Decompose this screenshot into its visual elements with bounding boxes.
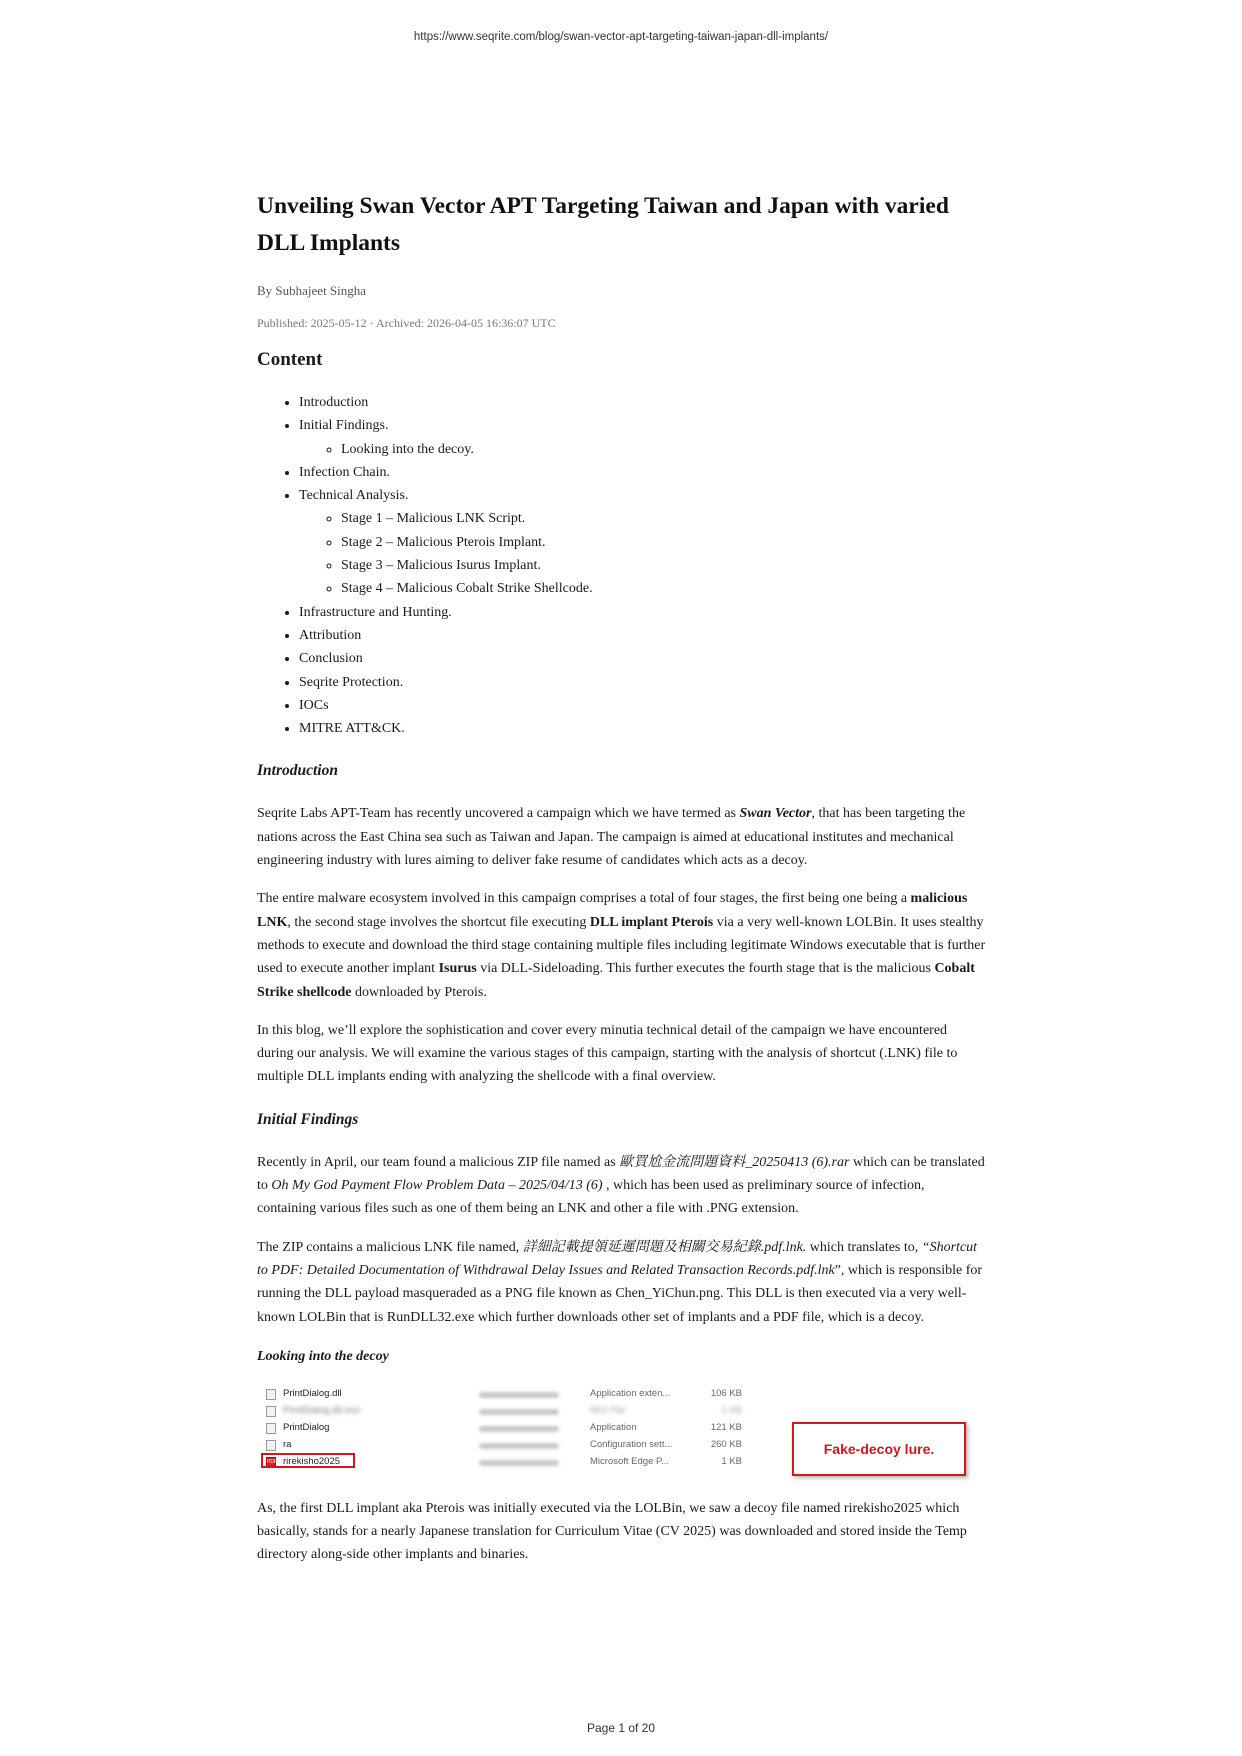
toc-item-conclusion[interactable]: • Conclusion [299, 647, 987, 670]
article-title: Unveiling Swan Vector APT Targeting Taiwan and Japan with varied DLL Implants [257, 193, 949, 256]
toc-item-looking-decoy[interactable]: ◦ Looking into the decoy. [341, 438, 987, 461]
config-file-icon [266, 1440, 276, 1451]
lnk-translation: “Shortcut to PDF: Detailed Documentation of Withdrawal Delay Issues and Related Transaction Records.pdf.lnk [257, 1239, 978, 1278]
blurred-date [479, 1443, 559, 1449]
intro-paragraph-3: In this blog, we’ll explore the sophistication and cover every minutia technical detail of the campaign we have encountered during our analysis. We will examine the various stages of this campaign, starting with the analysis of shortcut (.LNK) file to multiple DLL implants ending with analyzing the shellcode with a final overview. [257, 1022, 958, 1085]
text: Seqrite Labs APT-Team has recently uncovered a campaign which we have termed as [257, 806, 740, 822]
toc-label[interactable]: Technical Analysis. [299, 488, 409, 504]
emphasis-pterois: DLL implant Pterois [589, 914, 714, 930]
text: ”, which is responsible for running the DLL payload masqueraded as a PNG file known as Chen_YiChun.png. This DLL is then executed via a very well-known LOLBin that is RunDLL32.exe which further downloads other set of implants and a PDF file, which is a decoy. [257, 1262, 983, 1325]
file-size: 260 KB [710, 1438, 742, 1450]
text: downloaded by Pterois. [351, 984, 487, 1000]
toc-item-stage-4[interactable]: ◦ Stage 4 – Malicious Cobalt Strike Shellcode. [341, 577, 987, 600]
table-of-contents [257, 391, 987, 740]
toc-item-protection[interactable]: • Seqrite Protection. [299, 671, 987, 694]
toc-item-mitre[interactable]: • MITRE ATT&CK. [299, 717, 987, 740]
emphasis-cobalt-strike: Cobalt Strike shellcode [257, 961, 975, 1000]
blurred-date [479, 1392, 559, 1398]
text: via DLL-Sideloading. This further executes the fourth stage that is the malicious [476, 961, 935, 977]
text: , which has been used as preliminary source of infection, containing various files such as one of them being an LNK and other a file with .PNG extension. [257, 1178, 925, 1217]
findings-paragraph-2 [257, 1236, 987, 1329]
emphasis-swan-vector: Swan Vector [739, 806, 812, 822]
file-name: PrintDialog [283, 1421, 330, 1433]
emphasis-malicious-lnk: malicious LNK [257, 891, 968, 930]
subsection-heading-decoy: Looking into the decoy [257, 1348, 389, 1364]
file-size: 1 KB [721, 1404, 742, 1416]
toc-item-initial-findings[interactable] [299, 414, 987, 461]
blurred-date [479, 1409, 559, 1415]
text: The entire malware ecosystem involved in this campaign comprises a total of four stages, the first being one being a [257, 891, 911, 907]
file-name: ra [283, 1438, 292, 1450]
emphasis-isurus: Isurus [438, 961, 477, 977]
zip-filename: 歐買尬金流問題資料_20250413 (6).rar [619, 1154, 850, 1170]
file-size: 1 KB [721, 1455, 742, 1467]
toc-item-stage-1[interactable]: ◦ Stage 1 – Malicious LNK Script. [341, 507, 987, 530]
file-type: Configuration sett... [590, 1438, 673, 1450]
file-name: PrintDialog.dll.mui [283, 1404, 360, 1416]
lnk-filename: 詳細記載提領延遲問題及相關交易紀錄.pdf.lnk. [522, 1239, 807, 1255]
article-meta: Published: 2025-05-12 · Archived: 2026-04-05 16:36:07 UTC [257, 316, 556, 330]
application-icon [266, 1423, 276, 1434]
toc-label[interactable]: Initial Findings. [299, 418, 389, 434]
file-type: Application [590, 1421, 637, 1433]
decoy-screenshot-figure [257, 1384, 977, 1482]
text: which translates to, [806, 1239, 922, 1255]
decoy-paragraph-1: As, the first DLL implant aka Pterois was initially executed via the LOLBin, we saw a decoy file named rirekisho2025 which basically, stands for a nearly Japanese translation for Curriculum Vitae (CV 2025) was downloaded and stored inside the Temp directory along-side other implants and binaries. [257, 1500, 967, 1563]
text: via a very well-known LOLBin. It uses stealthy methods to execute and download the third stage containing multiple files including legitimate Windows executable that is further used to execute another implant [257, 914, 986, 977]
file-row [257, 1403, 977, 1420]
toc-item-infrastructure[interactable]: • Infrastructure and Hunting. [299, 601, 987, 624]
file-name: PrintDialog.dll [283, 1387, 342, 1399]
file-type: MUI File [590, 1404, 626, 1416]
text: which can be translated to [257, 1154, 985, 1194]
section-heading-introduction: Introduction [257, 762, 338, 780]
blurred-date [479, 1460, 559, 1466]
toc-item-attribution[interactable]: • Attribution [299, 624, 987, 647]
file-row [257, 1386, 977, 1403]
file-icon [266, 1389, 276, 1400]
pdf-icon: PDF [266, 1457, 276, 1468]
intro-paragraph-1 [257, 802, 987, 872]
content-heading: Content [257, 349, 323, 370]
highlight-box [261, 1453, 355, 1468]
file-type: Application exten... [590, 1387, 671, 1399]
decoy-callout: Fake-decoy lure. [792, 1422, 966, 1476]
file-type: Microsoft Edge P... [590, 1455, 670, 1467]
toc-item-stage-3[interactable]: ◦ Stage 3 – Malicious Isurus Implant. [341, 554, 987, 577]
text: , the second stage involves the shortcut file executing [287, 914, 590, 930]
toc-item-infection-chain[interactable]: • Infection Chain. [299, 461, 987, 484]
file-size: 121 KB [710, 1421, 742, 1433]
toc-item-stage-2[interactable]: ◦ Stage 2 – Malicious Pterois Implant. [341, 531, 987, 554]
section-heading-initial-findings: Initial Findings [257, 1110, 359, 1128]
page-number-footer: Page 1 of 20 [586, 1721, 656, 1735]
zip-translation: Oh My God Payment Flow Problem Data – 2025/04/13 (6) [271, 1178, 603, 1194]
page-url-header: https://www.seqrite.com/blog/swan-vector-apt-targeting-taiwan-japan-dll-implants/ [413, 31, 829, 43]
file-size: 106 KB [710, 1387, 742, 1399]
toc-item-technical-analysis[interactable] [299, 484, 987, 600]
article-byline: By Subhajeet Singha [257, 283, 367, 298]
findings-paragraph-1 [257, 1151, 987, 1221]
file-icon [266, 1406, 276, 1417]
toc-item-iocs[interactable]: • IOCs [299, 694, 987, 717]
text: , that has been targeting the nations across the East China sea such as Taiwan and Japan. The campaign is aimed at educational institutes and mechanical engineering industry with lures aiming to deliver fake resume of candidates which acts as a decoy. [257, 806, 966, 869]
toc-item-introduction[interactable]: • Introduction [299, 391, 987, 414]
file-name: rirekisho2025 [283, 1455, 341, 1467]
blurred-date [479, 1426, 559, 1432]
article [257, 188, 987, 1567]
intro-paragraph-2 [257, 887, 987, 1003]
text: Recently in April, our team found a malicious ZIP file named as [257, 1154, 620, 1170]
text: The ZIP contains a malicious LNK file named, [257, 1239, 523, 1255]
